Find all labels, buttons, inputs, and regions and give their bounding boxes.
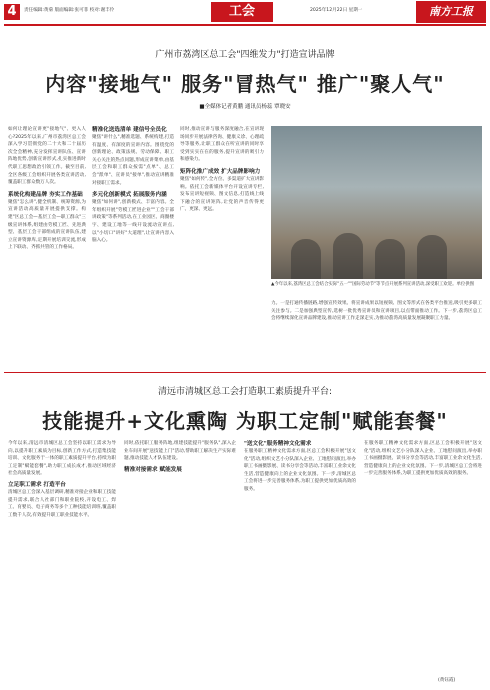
second-paragraph: 同时,依托职工服务阵地,组建技能提升"服务队",深入企业车间开展"送技能上门"活动,帮助职工解决生产实际难题,推动技能人才队伍建设。 — [124, 441, 236, 462]
second-paragraph: 在服务职工精神文化需求方面,区总工会积极开展"送文化"活动,组织文艺小分队深入企业、工地慰问演出,举办职工书画摄影展、读书分享会等活动,丰富职工业余文化生活,营造健康向上的企业文化氛围。下一步,清城区总工会将进一步完善服务体系,为职工提供更加优质高效的服务。 — [244, 449, 356, 492]
lead-subheading: 矩阵化推广成效 扩大品牌影响力 — [180, 168, 261, 175]
lead-paragraph: 力。一是打通传播链路,增强宣传效果。将宣讲成果以短视频、图文等形式在各类平台推送,吸引更多职工关注参与。二是加强典型宣传,选树一批优秀宣讲员和宣讲项目,以点带面推动工作。下一步,荔湾区总工会将继续深化宣讲品牌建设,推动宣讲工作走深走实,为推动荔湾高质量发展凝聚职工力量。 — [271, 301, 482, 322]
lead-column-4 — [271, 300, 482, 366]
lead-byline: ■全媒体记者黄鹏 通讯员杨蕊 覃晓安 — [199, 104, 291, 110]
lead-column-3 — [180, 126, 264, 366]
lead-photo — [271, 126, 482, 279]
second-column-4 — [364, 440, 482, 672]
page-number: 4 — [4, 4, 20, 20]
lead-paragraph: 如何让理论宣讲更"接地气"、更入人心?2025年以来,广州市荔湾区总工会深入学习贯彻党的二十大和二十届历次全会精神,充分发挥宣讲队伍、宣讲阵地优势,创新宣讲形式,扎实推进新时代职工思想政治引领工作。截至目前,全区各级工会组织开展各类宣讲活动,覆盖职工群众数万人次。 — [8, 127, 86, 186]
lead-paragraph: 同时,推动宣讲与服务深度融合,在宣讲现场同步开展法律咨询、健康义诊、心理疏导等服务,让职工群众在听宣讲的同时享受到实实在在的服务,提升宣讲的吸引力和感染力。 — [180, 127, 264, 163]
second-column-3 — [244, 440, 356, 672]
second-paragraph: 今年以来,清远市清城区总工会坚持以职工需求为导向,以提升职工素质为目标,创新工作方式,打造集技能培训、文化服务于一体的职工素质提升平台,持续为职工定制"赋能套餐",助力职工成长成才,推动区域经济社会高质量发展。 — [8, 441, 116, 477]
section-label: 工会 — [211, 2, 273, 22]
second-subheading: 立足职工需求 打造平台 — [8, 481, 66, 488]
header-rule — [4, 24, 486, 26]
second-byline: (黄钰霞) — [438, 678, 456, 683]
second-paragraph: 清城区总工会深入基层调研,精准对接企业和职工技能提升需求,联合人社部门和职业院校,开设电工、焊工、育婴员、电子商务等多个工种技能培训班,覆盖职工数千人次,有效提升职工职业技能水平。 — [8, 489, 116, 518]
editor-credits: 责任编辑:黄菊 版面编辑:张可菲 校对:谢丰伶 — [24, 8, 115, 13]
lead-subheading: 精准化送选清单 建信号全员化 — [92, 127, 167, 133]
second-subheading: 精准对接需求 赋能发展 — [124, 466, 182, 473]
second-kicker: 清远市清城区总工会打造职工素质提升平台: — [157, 387, 333, 397]
second-column-1 — [8, 440, 116, 672]
lead-subheading: 多元化创新模式 拓展服务内涵 — [92, 192, 167, 199]
lead-column-1 — [8, 126, 86, 366]
issue-date: 2025年12月22日 星期一 — [310, 8, 363, 13]
newspaper-logo: 南方工报 — [416, 1, 486, 23]
lead-paragraph: 聚焦"讲什么",精准选题、系统构建,打造有温度、有深度的宣讲内容。围绕党的创新理论、政策法规、劳动保障、职工关心关注的热点问题,形成宣讲菜单,由基层工会和职工群众按需"点单"、总工会"派单"、宣讲员"接单",推动宣讲精准对接职工需求。 — [92, 135, 174, 186]
article-divider — [4, 372, 486, 373]
lead-column-2 — [92, 126, 174, 366]
lead-kicker: 广州市荔湾区总工会"四维发力"打造宣讲品牌 — [155, 50, 335, 60]
second-paragraph: 在服务职工精神文化需求方面,区总工会积极开展"送文化"活动,组织文艺小分队深入企业、工地慰问演出,举办职工书画摄影展、读书分享会等活动,丰富职工业余文化生活,营造健康向上的企业文化氛围。下一步,清城区总工会将进一步完善服务体系,为职工提供更加优质高效的服务。 — [364, 441, 482, 477]
lead-photo-caption: ▲今年以来,荔湾区总工会结合实际"五一""国际劳动节"等节点开展系列宣讲活动,深受职工欢迎。单位供图 — [271, 282, 475, 287]
lead-paragraph: 聚焦"如何讲",创新模式、丰富内容。全年组织开展"劳模工匠进企业""工会干部讲政策"等系列活动,在工业园区、商圈楼宇、建设工地等一线开设流动宣讲点,以"小切口"讲好"大道理",让宣讲内容入脑入心。 — [92, 200, 174, 244]
lead-paragraph: 聚焦"怎么讲",健全机制、统筹资源,为宣讲活动高质量开展提供支撑。构建"区总工会—基层工会—职工群众"三级宣讲体系,组建由劳模工匠、先进典型、基层工会干部组成的宣讲队伍,建立宣讲资源库,定期开展培训交流,形成上下联动、齐抓共管的工作格局。 — [8, 199, 86, 251]
lead-paragraph: 聚焦"如何传",全方位、多渠道扩大宣讲影响。依托工会新媒体平台开设宣讲专栏,发布宣讲短视频、图文信息,打造线上线下融合的宣讲矩阵,让党的声音传得更广、更深、更远。 — [180, 176, 264, 213]
lead-headline: 内容"接地气" 服务"冒热气" 推广"聚人气" — [45, 72, 445, 96]
second-column-2 — [124, 440, 236, 672]
page-masthead — [0, 0, 490, 36]
second-subheading: "送文化"服务精神文化需求 — [244, 441, 312, 447]
lead-subheading: 系统化构建品牌 夯实工作基础 — [8, 191, 83, 198]
second-headline: 技能提升+文化熏陶 为职工定制"赋能套餐" — [42, 409, 448, 433]
